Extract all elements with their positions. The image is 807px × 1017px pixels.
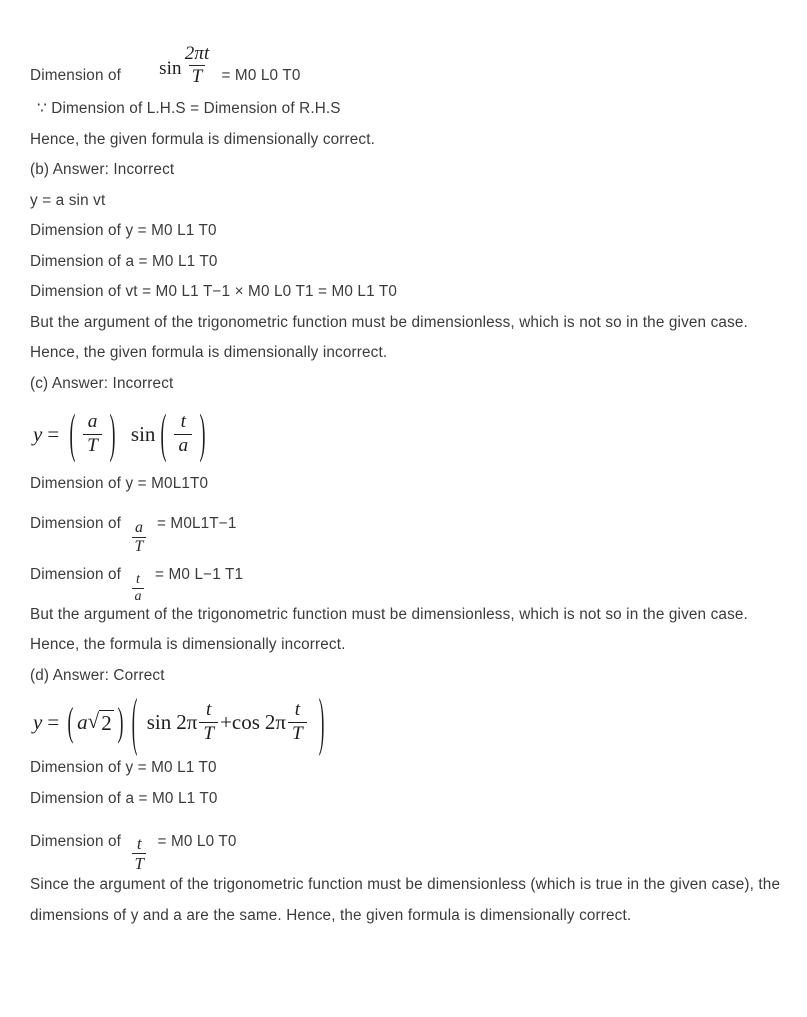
- a-over-T-fraction: [83, 412, 102, 456]
- inline-t-over-a-numerator: t: [136, 571, 141, 587]
- dimension-of-label-3: Dimension of: [30, 565, 122, 583]
- dimension-of-y-b: Dimension of y = M0 L1 T0: [30, 222, 217, 239]
- t-over-a-fraction: [174, 412, 192, 456]
- dimension-of-a-over-T-line: [30, 500, 790, 555]
- radical-sign-icon: √: [87, 708, 100, 733]
- fraction-denominator: T: [189, 65, 206, 87]
- equation-d-lhs: y: [33, 709, 43, 734]
- lhs-equals-rhs-line: ∵ Dimension of L.H.S = Dimension of R.H.S: [37, 100, 341, 117]
- square-root-group: [88, 709, 114, 736]
- equation-d-cosine: cos: [231, 709, 260, 734]
- dimension-of-a-b: Dimension of a = M0 L1 T0: [30, 252, 218, 270]
- inline-t-over-a-denominator: a: [134, 588, 142, 604]
- t-over-T-fraction-1: [199, 700, 218, 744]
- left-paren-1: (: [69, 402, 76, 464]
- answer-c-heading: (c) Answer: Incorrect: [30, 374, 174, 392]
- t-over-a-denominator: a: [174, 434, 192, 456]
- sine-fraction-formula: [159, 44, 212, 87]
- right-paren-3: ): [117, 698, 124, 744]
- dimension-of-y-c: Dimension of y = M0L1T0: [30, 475, 209, 492]
- dimension-result-4: = M0 L0 T0: [157, 833, 237, 850]
- dimension-of-label-4: Dimension of: [30, 833, 122, 850]
- equation-d-coefficient: a: [77, 709, 88, 734]
- dimension-of-vt-b: Dimension of vt = M0 L1 T−1 × M0 L0 T1 = M0 L1 T0: [30, 283, 398, 300]
- t-over-a-numerator: t: [180, 411, 186, 433]
- inline-t-over-T: [132, 835, 146, 872]
- dimension-of-t-over-T-line: [30, 814, 790, 873]
- left-paren-4: (: [131, 683, 138, 758]
- left-paren-2: (: [160, 402, 167, 464]
- inline-t-over-T-denominator: T: [134, 854, 145, 873]
- right-paren-2: ): [199, 402, 206, 464]
- equation-c-lhs: y: [33, 421, 43, 446]
- t-over-T-2-denominator: T: [288, 722, 307, 744]
- document-content: [30, 38, 790, 931]
- right-paren-1: ): [109, 402, 116, 464]
- equation-d-sine: sin: [146, 709, 172, 734]
- argument-dimensionless-paragraph-c: But the argument of the trigonometric function must be dimensionless, which is not so in the given case. Hence, the formula is dimensionally incorrect.: [30, 605, 748, 653]
- formula-b-line: y = a sin vt: [30, 191, 106, 209]
- equation-d-two-pi-2: 2π: [264, 709, 287, 734]
- inline-a-over-T-numerator: a: [134, 518, 144, 536]
- inline-t-over-a: [132, 573, 143, 604]
- dimension-result-1: = M0 L0 T0: [221, 66, 301, 84]
- a-over-T-denominator: T: [83, 434, 102, 456]
- dimension-of-t-over-a-line: [30, 551, 790, 604]
- radicand: 2: [101, 710, 112, 735]
- sine-function-name: sin: [159, 58, 182, 80]
- two-pi-t-over-T-fraction: [182, 44, 213, 87]
- equation-d-equals: =: [47, 709, 60, 734]
- inline-a-over-T: [132, 520, 145, 555]
- answer-b-heading: (b) Answer: Incorrect: [30, 161, 175, 178]
- conclusion-d-paragraph: Since the argument of the trigonometric function must be dimensionless (which is true in the given case), the dimensions of y and a are the same. Hence, the given formula is dimensionally correct.: [30, 876, 781, 924]
- dimension-result-2: = M0L1T−1: [156, 514, 237, 532]
- equation-c-sine: sin: [130, 421, 156, 446]
- dimension-of-sine-line: [30, 38, 790, 94]
- equation-d: [30, 683, 790, 758]
- t-over-T-2-numerator: t: [294, 699, 301, 721]
- inline-a-over-T-denominator: T: [134, 537, 144, 555]
- argument-dimensionless-paragraph-b: But the argument of the trigonometric function must be dimensionless, which is not so in the given case. Hence, the given formula is dimensionally incorrect.: [30, 313, 748, 361]
- right-paren-4: ): [318, 683, 325, 758]
- answer-d-heading: (d) Answer: Correct: [30, 666, 165, 684]
- left-paren-3: (: [67, 698, 74, 744]
- dimension-of-label-1: Dimension of: [30, 66, 122, 84]
- t-over-T-1-numerator: t: [206, 699, 212, 721]
- dimension-of-a-d: Dimension of a = M0 L1 T0: [30, 789, 218, 807]
- dimension-result-3: = M0 L−1 T1: [155, 565, 244, 583]
- conclusion-a-line: Hence, the given formula is dimensionally correct.: [30, 130, 376, 148]
- inline-t-over-T-numerator: t: [136, 834, 142, 853]
- equation-c: [30, 399, 790, 469]
- a-over-T-numerator: a: [87, 411, 98, 433]
- fraction-numerator: 2πt: [184, 43, 210, 64]
- equation-c-equals: =: [47, 421, 60, 446]
- equation-d-plus: +: [220, 709, 232, 734]
- equation-d-two-pi-1: 2π: [176, 709, 198, 734]
- t-over-T-1-denominator: T: [199, 722, 218, 744]
- t-over-T-fraction-2: [288, 700, 307, 744]
- dimension-of-y-d: Dimension of y = M0 L1 T0: [30, 759, 217, 776]
- dimension-of-label-2: Dimension of: [30, 514, 122, 532]
